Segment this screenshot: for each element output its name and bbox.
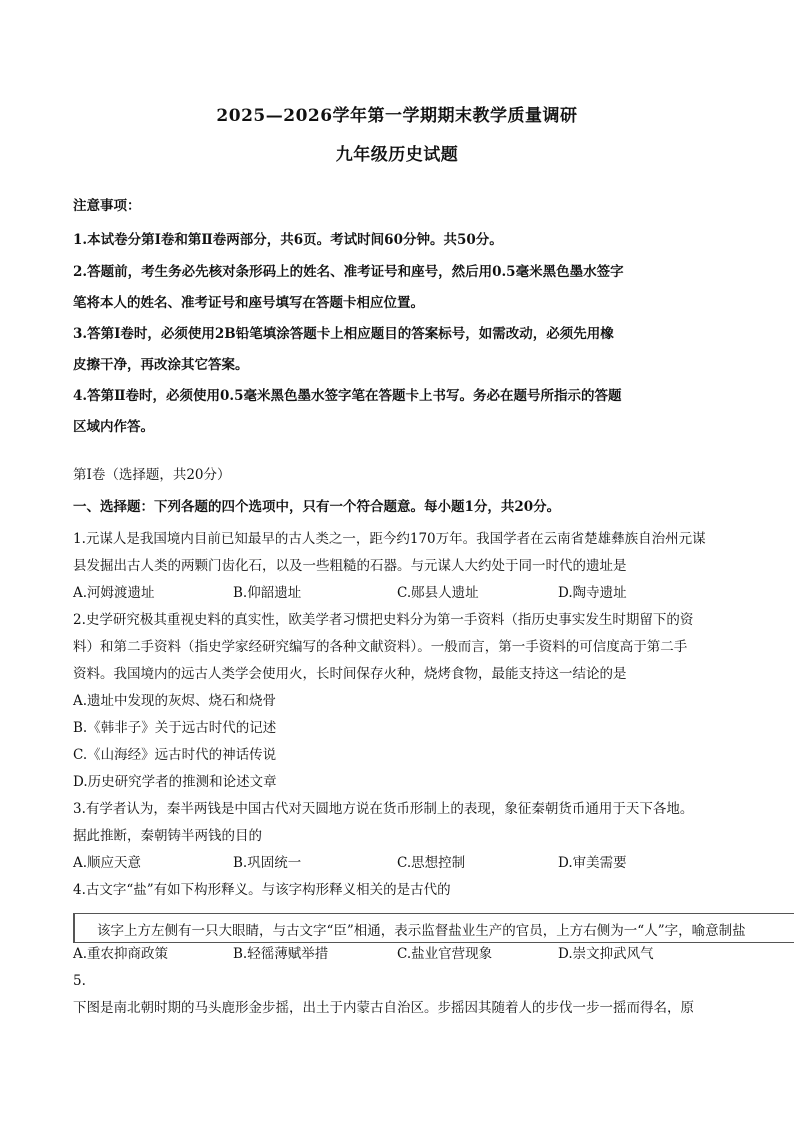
notice-line: 区域内作答。	[73, 419, 154, 435]
question-2-stem: 资料。我国境内的远古人类学会使用火，长时间保存火种，烧烤食物，最能支持这一结论的是	[73, 666, 627, 682]
question-4-option-b: B.轻徭薄赋举措	[233, 946, 329, 962]
exam-title: 2025—2026学年第一学期期末教学质量调研	[216, 106, 578, 126]
question-3-stem: 3.有学者认为，秦半两钱是中国古代对天圆地方说在货币形制上的表现，象征秦朝货币通用于天下各地。	[73, 801, 694, 817]
question-4-material-text: 该字上方左侧有一只大眼睛，与古文字“臣”相通，表示监督盐业生产的官员，上方右侧为一“人”字，喻意制盐	[97, 923, 746, 939]
notice-heading: 注意事项：	[73, 198, 141, 214]
question-5-stem: 下图是南北朝时期的马头鹿形金步摇，出土于内蒙古自治区。步摇因其随着人的步伐一步一摇而得名，原	[73, 1000, 694, 1016]
question-2-stem: 料）和第二手资料（指史学家经研究编写的各种文献资料）。一般而言，第一手资料的可信度高于第二手	[73, 639, 688, 655]
question-1-stem: 1.元谋人是我国境内目前已知最早的古人类之一，距今约170万年。我国学者在云南省楚雄彝族自治州元谋	[73, 531, 706, 547]
notice-line: 皮擦干净，再改涂其它答案。	[73, 357, 249, 373]
section-instruction: 一、选择题：下列各题的四个选项中，只有一个符合题意。每小题1分，共20分。	[73, 499, 561, 515]
question-1-stem: 县发掘出古人类的两颗门齿化石，以及一些粗糙的石器。与元谋人大约处于同一时代的遗址是	[73, 558, 627, 574]
question-5-number: 5.	[73, 973, 86, 989]
question-4-option-d: D.崇文抑武风气	[558, 946, 654, 962]
question-2-option-d: D.历史研究学者的推测和论述文章	[73, 774, 277, 790]
question-3-stem: 据此推断，秦朝铸半两钱的目的	[73, 828, 262, 844]
question-4-option-c: C.盐业官营现象	[397, 946, 493, 962]
question-4-material-box	[73, 913, 794, 943]
question-3-option-c: C.思想控制	[397, 855, 466, 871]
notice-line: 2.答题前，考生务必先核对条形码上的姓名、准考证号和座号，然后用0.5毫米黑色墨水签字	[73, 264, 624, 280]
question-1-option-c: C.郧县人遗址	[397, 585, 479, 601]
question-1-option-b: B.仰韶遗址	[233, 585, 302, 601]
question-1-option-a: A.河姆渡遗址	[73, 585, 155, 601]
question-3-option-a: A.顺应天意	[73, 855, 142, 871]
question-3-option-b: B.巩固统一	[233, 855, 302, 871]
part-title: 第Ⅰ卷（选择题，共20分）	[73, 467, 231, 483]
exam-subtitle: 九年级历史试题	[335, 145, 459, 165]
question-2-option-b: B.《韩非子》关于远古时代的记述	[73, 720, 277, 736]
question-2-stem: 2.史学研究极其重视史料的真实性，欧美学者习惯把史料分为第一手资料（指历史事实发生时期留下的资	[73, 612, 694, 628]
question-2-option-a: A.遗址中发现的灰烬、烧石和烧骨	[73, 693, 277, 709]
question-4-option-a: A.重农抑商政策	[73, 946, 169, 962]
question-1-option-d: D.陶寺遗址	[558, 585, 627, 601]
notice-line: 笔将本人的姓名、准考证号和座号填写在答题卡相应位置。	[73, 295, 424, 311]
question-2-option-c: C.《山海经》远古时代的神话传说	[73, 747, 277, 763]
question-4-stem: 4.古文字“盐”有如下构形释义。与该字构形释义相关的是古代的	[73, 882, 451, 898]
notice-line: 3.答第Ⅰ卷时，必须使用2B铅笔填涂答题卡上相应题目的答案标号，如需改动，必须先用橡	[73, 326, 614, 342]
question-3-option-d: D.审美需要	[558, 855, 627, 871]
notice-line: 1.本试卷分第Ⅰ卷和第Ⅱ卷两部分，共6页。考试时间60分钟。共50分。	[73, 232, 503, 248]
notice-line: 4.答第Ⅱ卷时，必须使用0.5毫米黑色墨水签字笔在答题卡上书写。务必在题号所指示的答题	[73, 388, 622, 404]
